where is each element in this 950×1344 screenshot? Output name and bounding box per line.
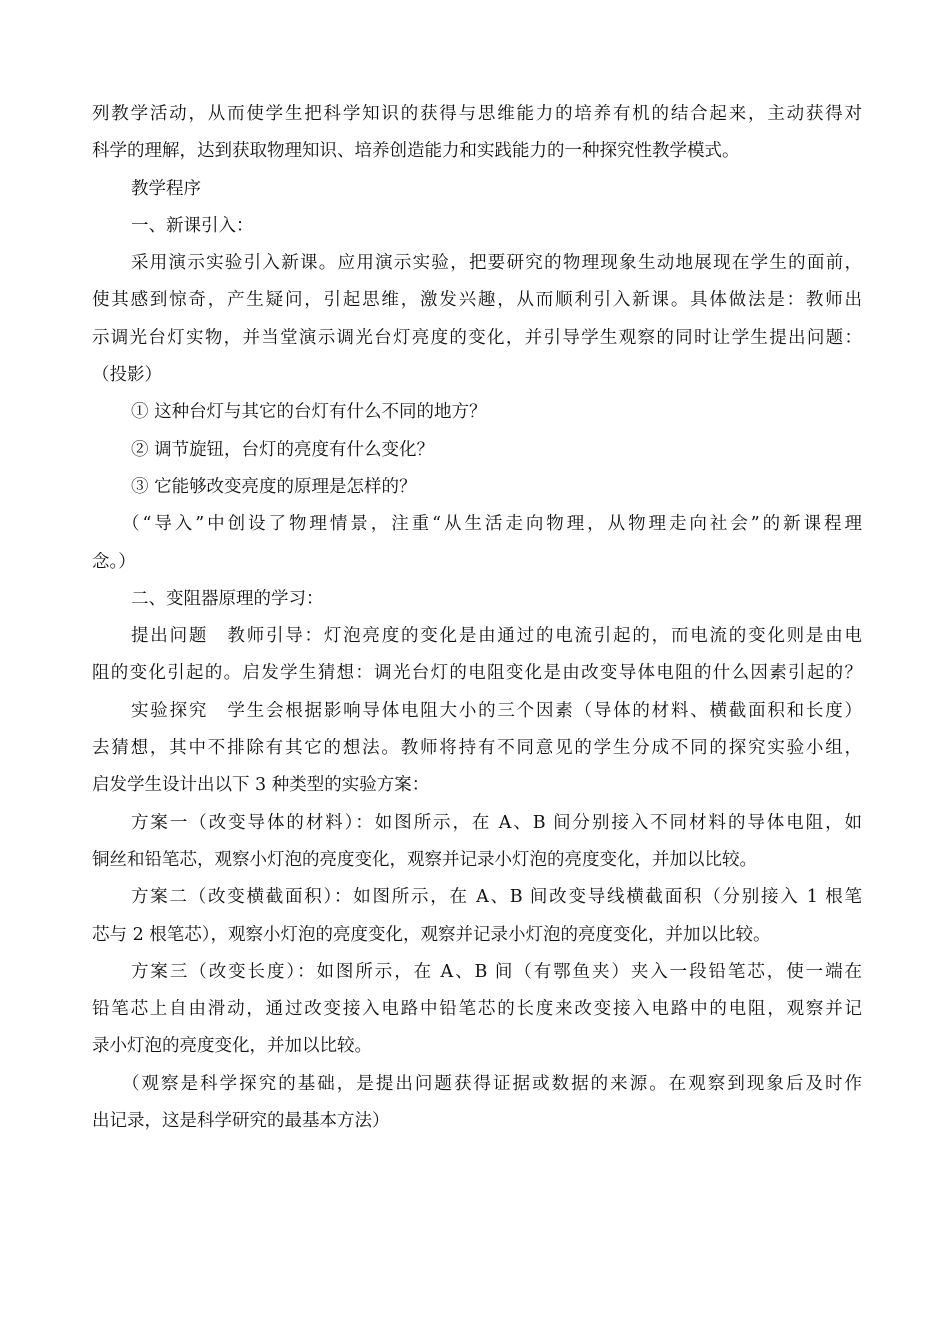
paragraph-line: （“导入”中创设了物理情景，注重“从生活走向物理，从物理走向社会”的新课程理 — [122, 514, 862, 535]
document-body — [92, 96, 862, 1140]
paragraph-line: 方案一（改变导体的材料）：如图所示，在 A、B 间分别接入不同材料的导体电阻，如 — [131, 812, 862, 833]
list-item: ② 调节旋钮，台灯的亮度有什么变化？ — [131, 439, 435, 460]
paragraph-line: 出记录，这是科学研究的最基本方法） — [92, 1111, 390, 1132]
paragraph-line: 念。） — [92, 551, 136, 572]
paragraph-line: 列教学活动，从而使学生把科学知识的获得与思维能力的培养有机的结合起来，主动获得对 — [92, 104, 862, 124]
paragraph-line: 实验探究 学生会根据影响导体电阻大小的三个因素（导体的材料、横截面积和长度） — [131, 700, 862, 721]
list-item: ① 这种台灯与其它的台灯有什么不同的地方？ — [131, 402, 487, 423]
paragraph-line: 示调光台灯实物，并当堂演示调光台灯亮度的变化，并引导学生观察的同时让学生提出问题： — [92, 327, 862, 348]
paragraph-line: 方案二（改变横截面积）：如图所示，在 A、B 间改变导线横截面积（分别接入 1 根笔 — [131, 887, 862, 908]
paragraph-line: 铅笔芯上自由滑动，通过改变接入电路中铅笔芯的长度来改变接入电路中的电阻，观察并记 — [92, 999, 862, 1020]
paragraph-line: （投影） — [92, 365, 162, 386]
paragraph-line: 阻的变化引起的。启发学生猜想：调光台灯的电阻变化是由改变导体电阻的什么因素引起的？ — [92, 663, 862, 684]
paragraph-line: 启发学生设计出以下 3 种类型的实验方案： — [92, 775, 430, 796]
section-heading: 教学程序 — [131, 178, 201, 199]
paragraph-line: （观察是科学探究的基础，是提出问题获得证据或数据的来源。在观察到现象后及时作 — [122, 1073, 862, 1094]
paragraph-line: 铜丝和铅笔芯，观察小灯泡的亮度变化，观察并记录小灯泡的亮度变化，并加以比较。 — [92, 849, 757, 870]
paragraph-line: 方案三（改变长度）：如图所示，在 A、B 间（有鄂鱼夹）夹入一段铅笔芯，使一端在 — [131, 961, 862, 982]
paragraph-line: 芯与 2 根笔芯），观察小灯泡的亮度变化，观察并记录小灯泡的亮度变化，并加以比较。 — [92, 924, 771, 945]
section-heading: 二、变阻器原理的学习： — [131, 588, 324, 609]
section-heading: 一、新课引入： — [131, 215, 254, 236]
list-item: ③ 它能够改变亮度的原理是怎样的？ — [131, 476, 417, 497]
paragraph-line: 科学的理解，达到获取物理知识、培养创造能力和实践能力的一种探究性教学模式。 — [92, 141, 740, 162]
paragraph-line: 采用演示实验引入新课。应用演示实验，把要研究的物理现象生动地展现在学生的面前， — [131, 253, 862, 274]
paragraph-line: 录小灯泡的亮度变化，并加以比较。 — [92, 1036, 372, 1057]
paragraph-line: 去猜想，其中不排除有其它的想法。教师将持有不同意见的学生分成不同的探究实验小组， — [92, 738, 862, 759]
paragraph-line: 提出问题 教师引导：灯泡亮度的变化是由通过的电流引起的，而电流的变化则是由电 — [131, 626, 862, 647]
paragraph-line: 使其感到惊奇，产生疑问，引起思维，激发兴趣，从而顺利引入新课。具体做法是：教师出 — [92, 290, 862, 311]
